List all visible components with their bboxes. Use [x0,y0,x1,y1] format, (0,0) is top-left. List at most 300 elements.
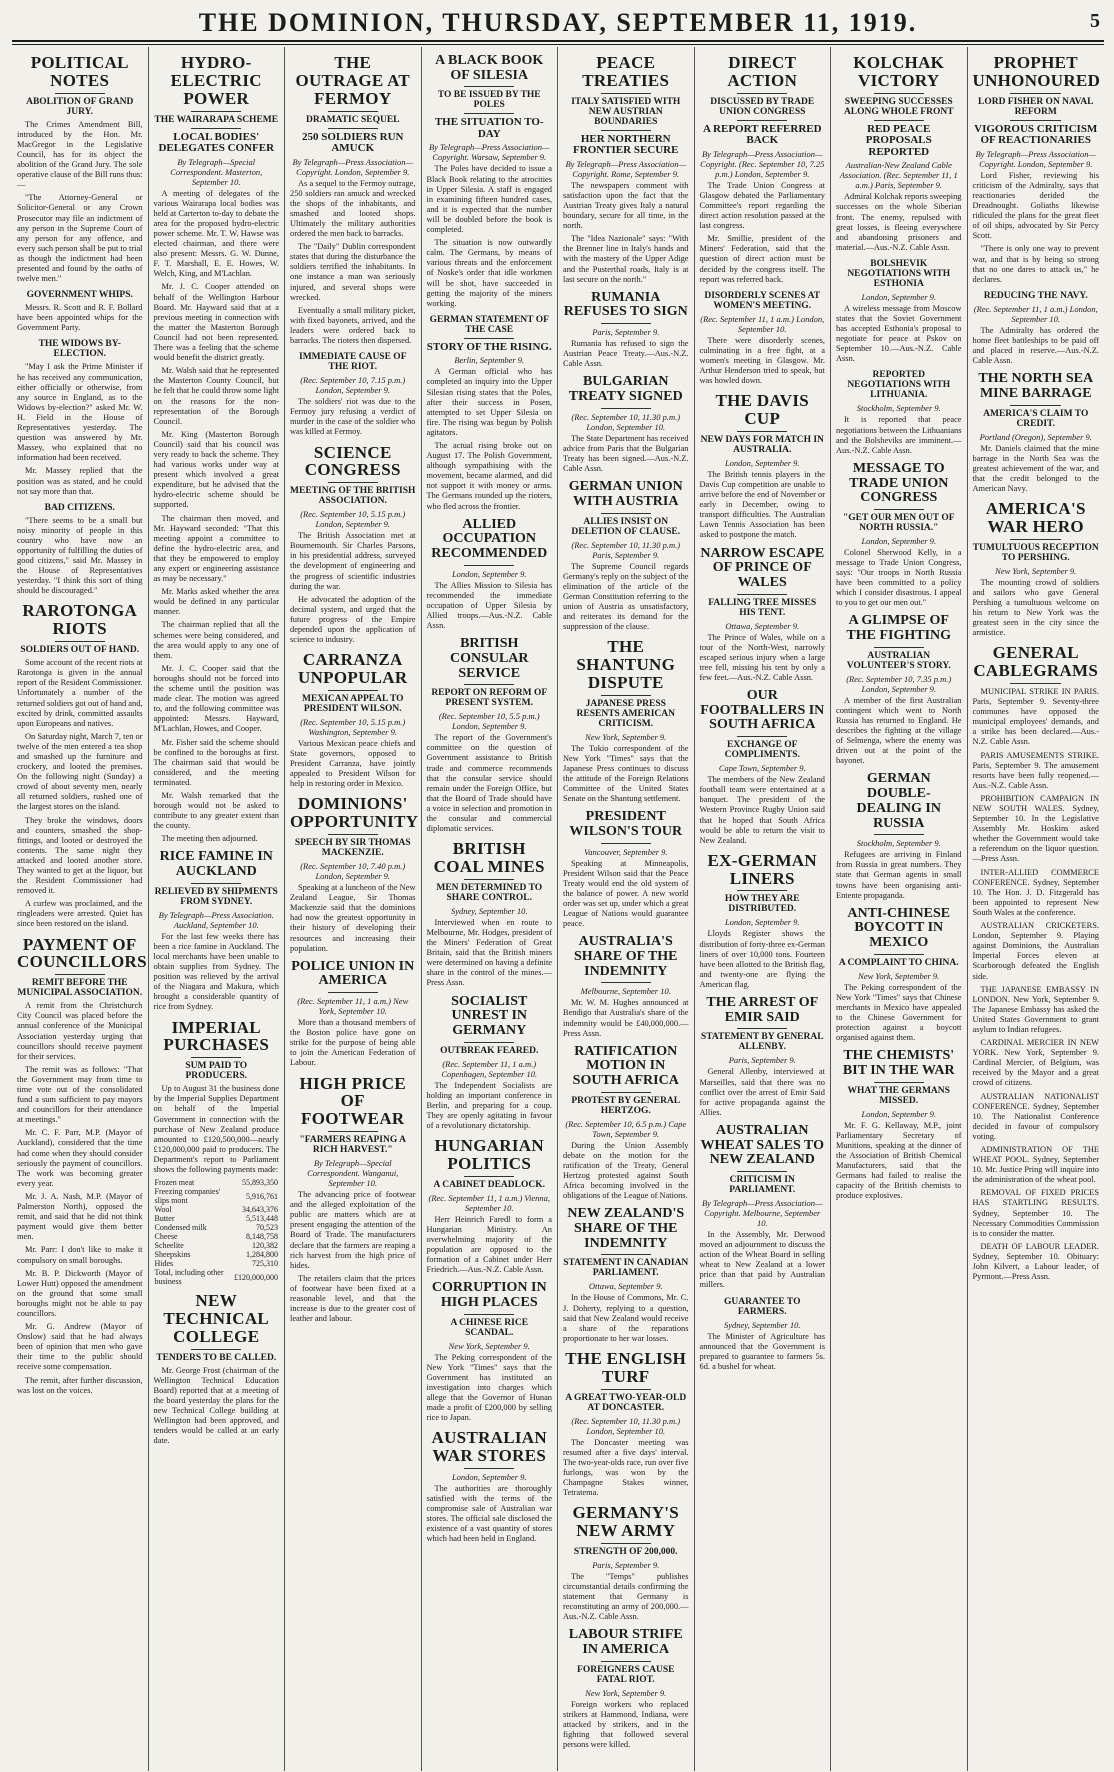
headline-rule [737,594,787,595]
article-paragraph: AUSTRALIAN NATIONALIST CONFERENCE. Sydney, September 10. The Nationalist Conference decided in favour of compulsory voting. [972,1091,1099,1141]
purchases-value: 1,284,800 [246,1250,278,1260]
column-3 [285,47,422,1771]
article-paragraph: The soldiers' riot was due to the Fermoy jury refusing a verdict of murder in the case of the soldier who was killed at Fermoy. [290,397,416,437]
article-dateline: Sydney, September 10. [724,1319,801,1330]
headline-rule [1010,539,1061,540]
article-paragraph: THE JAPANESE EMBASSY IN LONDON. New York, September 9. The Japanese Embassy has asked the United States Government to grant asylum to Indian refugees. [972,984,1099,1034]
column-6 [695,47,832,1771]
article-subheading: CRITICISM IN PARLIAMENT. [729,1174,796,1195]
article-dateline: By Telegraph—Press Association—Copyright. Rome, September 9. [565,158,687,179]
article [17,934,147,1396]
article [154,1292,280,1446]
article-subheading: REDUCING THE NAVY. [983,290,1088,301]
article [563,1628,689,1750]
article-headline: NEW TECHNICAL COLLEGE [163,1291,270,1346]
article-paragraph: The situation is now outwardly calm. The Germans, by means of various threats and the enforcement of Noske's order that idle workmen will be shot, have succeeded in getting the majority of the miners working. [426,238,552,308]
headline-rule [601,408,651,409]
article-paragraph: In the House of Commons, Mr. C. J. Doherty, replying to a question, said that New Zealand would receive a share of the reparations proportionate to her war losses. [563,1293,689,1343]
article-subheading: ALLIES INSIST ON DELETION OF CLAUSE. [571,516,681,537]
headline-rule [737,1171,787,1172]
article-paragraph: "The Attorney-General or Solicitor-General or any Crown Prosecutor may file an indictment of any person in the Supreme Court of any person for any offence, and every such person shall be put to trial as though the indictment had been presented and found by the oaths of twelve men." [17,193,143,284]
article-subheading: DISCUSSED BY TRADE UNION CONGRESS [710,96,815,117]
subheading-rule [737,120,787,121]
article [427,315,553,512]
article-subheading: ABOLITION OF GRAND JURY. [26,96,134,117]
article-paragraph: The Trade Union Congress at Glasgow debated the Parliamentary Committee's report regarding the direct action resolution passed at the last congress. [699,180,825,231]
purchases-item: Butter [154,1214,175,1224]
article-headline: RATIFICATION MOTION IN SOUTH AFRICA [572,1043,679,1089]
article-subheading: BOLSHEVIK NEGOTIATIONS WITH ESTHONIA [847,258,951,289]
headline-rule [1010,683,1061,684]
article-subheading: GOVERNMENT WHIPS. [26,290,133,301]
article-paragraph: Lloyds Register shows the distribution of forty-three ex-German liners of over 10,000 tons. Fourteen have been allotted to the British flag, and twenty-one are flying the American flag. [699,929,825,989]
article-dateline: (Rec. September 10, 5.15 p.m.) London, September 9. [300,509,406,530]
article-paragraph: The newspapers comment with satisfaction upon the fact that the Austrian Treaty gives Italy a natural boundary, secure for all time, in the north. [563,180,689,231]
article-headline: KOLCHAK VICTORY [853,53,945,90]
article-paragraph: PROHIBITION CAMPAIGN IN NEW SOUTH WALES. Sydney, September 10. In the Legislative Assembly Mr. Hoskins asked whether the Government would take a referendum on the liquor question.—Press Assn. [972,793,1099,864]
article [427,1137,553,1275]
article-headline: THE OUTRAGE AT FERMOY [295,53,411,108]
article-paragraph: The British tennis players in the Davis Cup competition are unable to arrive before the end of November or early in December, owing to transport difficulties. The Australian Lawn Tennis Association has been asked to postpone the match. [699,469,825,540]
article-paragraph: The Allies Mission to Silesia has recommended the immediate occupation of Upper Silesia by Allied troops.—Aus.-N.Z. Cable Assn. [426,580,552,631]
article-paragraph: Rumania has refused to sign the Austrian Peace Treaty.—Aus.-N.Z. Cable Assn. [563,339,689,369]
article-dateline: By Telegraph—Special Correspondent. Masterton, September 10. [170,156,263,187]
article-paragraph: The "Idea Nazionale" says: "With the Brenner line in Italy's hands and with the mastery of the Upper Adige and the Pusterthal roads, Italy is at last secure on the north." [563,234,689,284]
column-1 [12,47,149,1771]
article-headline: AUSTRALIAN WHEAT SALES TO NEW ZEALAND [700,1122,824,1168]
article-subheading: SWEEPING SUCCESSES ALONG WHOLE FRONT [843,96,954,117]
article-headline: THE SHANTUNG DISPUTE [576,637,676,692]
article-subheading: PROTEST BY GENERAL HERTZOG. [571,1095,681,1116]
article-dateline: (Rec. September 10, 7.35 p.m.) London, September 9. [846,673,952,694]
subheading-rule [464,338,514,339]
purchases-value: 8,148,758 [246,1232,278,1242]
article-headline: RUMANIA REFUSES TO SIGN [563,289,688,320]
headline-rule [328,111,378,112]
article-dateline: (Rec. September 10, 11.30 p.m.) London, September 10. [571,411,681,432]
article [973,372,1100,494]
purchases-row [154,1205,280,1214]
article-headline: RAROTONGA RIOTS [22,601,138,639]
article-dateline: (Rec. September 10, 7.40 p.m.) London, September 9. [300,861,406,882]
headline-rule [55,974,105,975]
article-paragraph: Speaking at Minneapolis, President Wilson said that the Peace Treaty would end the old system of the balance of power. A new world order was set up, under which a great League of Nations would guarantee peace. [563,858,689,929]
subheading-rule [191,128,241,129]
article-paragraph: "There is only one way to prevent war, and that is by being so strong that no one dares to attack us," he declares. [972,244,1099,284]
purchases-table [154,1178,280,1286]
headline-rule [191,883,241,884]
article-headline: GERMANY'S NEW ARMY [572,1503,680,1540]
article [563,638,689,804]
article-paragraph: The "Daily" Dublin correspondent states that during the disturbance the soldiers terrified the inhabitants. In one instance a man was seriously injured, and several shops were wrecked. [290,242,416,302]
article [836,370,962,455]
article-subheading: STRENGTH OF 200,000. [573,1546,678,1557]
article-dateline: By Telegraph—Press Association. Auckland, September 10. [158,909,274,930]
article-subheading-secondary: RED PEACE PROPOSALS REPORTED [865,122,932,158]
article-paragraph: DEATH OF LABOUR LEADER. Sydney, September 10. Obituary: John Kilvert, a Labour leader, of Pyrmont.—Press Assn. [972,1241,1099,1282]
article-subheading: FALLING TREE MISSES HIS TENT. [708,597,817,618]
article-dateline: London, September 9. [861,1108,937,1119]
article-paragraph: Mr. J. C. Cooper said that the boroughs should not be forced into the scheme until the position was made clear. The motion was agreed to, and the following committee was appointed: Messrs. Hayward, M'Lachlan, Howes, and Cooper. [153,663,279,734]
purchases-item: Freezing companies' slips mont [154,1187,221,1206]
article-paragraph: Mr. F. G. Kellaway, M.P., joint Parliamentary Secretary of Munitions, speaking at the dinner of the Association of British Chemical Manufacturers, said that the Germans had failed to realise the capacity of the British chemists to produce explosives. [836,1120,962,1201]
article [973,500,1100,638]
article [563,54,689,285]
article-headline: A GLIMPSE OF THE FIGHTING [846,613,952,644]
purchases-row [154,1214,280,1223]
article-paragraph: The chairman then moved, and Mr. Hayward seconded: "That this meeting appoint a committee to define the hydro-electric area, and that they be empowered to employ any expert or engineering assistance as may be necessary." [153,513,279,584]
article-paragraph: The Minister of Agriculture has announced that the Government is prepared to guarantee to farmers 5s. 6d. a bushel for wheat. [699,1331,825,1371]
article-dateline: (Rec. September 11, 1 a.m.) Copenhagen, September 10. [441,1058,538,1079]
article [563,935,689,1038]
article-paragraph: The remit was as follows: "That the Government may from time to time vote out of the consolidated fund a sum sufficient to pay mayors and councillors for their attendance at meetings." [17,1064,143,1125]
purchases-value: 34,643,376 [242,1205,278,1215]
article-subheading-secondary: STORY OF THE RISING. [426,340,552,353]
article-paragraph: In the Assembly, Mr. Derwood moved an adjournment to discuss the action of the Wheat Board in selling wheat to New Zealand at a lower price than that paid by Australian millers. [699,1229,825,1290]
article [17,54,143,284]
article-paragraph: A meeting of delegates of the various Wairarapa local bodies was held at Carterton to-day to debate the area for the proposed hydro-electric power scheme. Mr. T. W. Hawse was elected chairman, and there were also present: Messrs. G. W. Dunne, F. T. Marshall, E. E. Howes, W. Welch, King, and M'Lachlan. [153,188,279,279]
article [563,810,689,929]
article-paragraph: On Saturday night, March 7, ten or twelve of the men entered a tea shop and smashed up the furniture and crockery, and looted the premises. On the following night (Sunday) a crowd of about seventy men, nearly all returned soldiers, rushed one of the largest stores on the island. [17,731,143,812]
headline-rule [737,431,787,432]
article-dateline: New York, September 9. [448,1340,530,1351]
article-headline: PRESIDENT WILSON'S TOUR [569,809,683,839]
article-headline: ANTI-CHINESE BOYCOTT IN MEXICO [847,905,951,951]
article-headline: CORRUPTION IN HIGH PLACES [431,1280,547,1310]
article-paragraph: Lord Fisher, reviewing his criticism of the Admiralty, says that reactionaries derided the Dreadnought. Goliaths likewise ridiculed the plans for the great fleet of oil ships, advocated by Sir Percy Scott. [972,170,1099,241]
purchases-value: 120,382 [252,1241,278,1251]
headline-rule [328,1131,378,1132]
article [290,960,416,1069]
article-paragraph: Mr. Fisher said the scheme should be confined to the boroughs at first. The chairman said that would be considered, and the meeting terminated. [153,737,279,787]
article-subheading-secondary: LOCAL BODIES' DELEGATES CONFER [158,130,275,155]
article-dateline: Stockholm, September 9. [856,403,941,414]
article-subheading-secondary: 250 SOLDIERS RUN AMUCK [302,130,404,155]
article-paragraph: A remit from the Christchurch City Council was placed before the annual conference of the Municipal Association yesterday urging that councillors should receive payment for their services. [17,1001,143,1061]
article-paragraph: Mr. G. Andrew (Mayor of Onslow) said that he had always been of opinion that men who gave their time to the public should receive some compensation. [17,1322,143,1372]
article-paragraph: Mr. C. F. Parr, M.P. (Mayor of Auckland), considered that the time had come when they should consider seriously the payment of councillors. The work was becoming greater every year. [17,1128,143,1188]
article-paragraph: The State Department has received advice from Paris that the Bulgarian Treaty has been signed.—Aus.-N.Z. Cable Assn. [563,433,689,474]
article-paragraph: The Admiralty has ordered the home fleet battleships to be paid off and placed in reserve.—Aus.-N.Z. Cable Assn. [972,325,1099,366]
article-subheading: STATEMENT BY GENERAL ALLENBY. [700,1032,824,1053]
article-subheading: SPEECH BY SIR THOMAS MACKENZIE. [294,838,411,859]
article-paragraph: Mr. Marks asked whether the area would be defined in any particular manner. [153,587,279,617]
article-subheading: SOLDIERS OUT OF HAND. [20,645,140,656]
article-paragraph: The report of the Government's committee on the question of Government assistance to British trade and commerce recommends that the consular service should remain under the Foreign Office, but that the Board of Trade should have a voice in selection and promotion in the consular and commercial diplomatic services. [426,733,552,834]
headline-rule [328,482,378,483]
article-subheading: REMIT BEFORE THE MUNICIPAL ASSOCIATION. [17,978,143,999]
article-paragraph: Various Mexican peace chiefs and State governors, opposed to President Carranza, have jointly appealed to President Wilson for help in restoring order in Mexico. [290,738,416,789]
article-headline: NEW ZEALAND'S SHARE OF THE INDEMNITY [567,1206,685,1251]
article [973,644,1100,1282]
article-paragraph: The authorities are thoroughly satisfied with the terms of the compromise sale of Australian war stores. The official sale disclosed the existence of a vast quantity of stores which had been held in England. [426,1484,552,1544]
article-headline: PROPHET UNHONOURED [972,53,1101,90]
article-dateline: (Rec. September 11, 1 a.m.) London, September 10. [973,303,1098,324]
article-headline: BRITISH COAL MINES [433,839,545,877]
article-paragraph: Mr. Parr: I don't like to make it compulsory on small boroughs. [17,1245,143,1265]
headline-rule [464,1314,514,1315]
article-paragraph: Mr. J. A. Nash, M.P. (Mayor of Palmerston North), opposed the remit, and said that he did not think payment would give them better men. [17,1191,143,1242]
article [700,392,826,540]
article-headline: SOCIALIST UNREST IN GERMANY [451,993,528,1038]
masthead-title: THE DOMINION, THURSDAY, SEPTEMBER 11, 1919. [198,8,918,37]
article-paragraph: ADMINISTRATION OF THE WHEAT POOL. Sydney, September 10. Mr. Justice Pring will inquire into the administration of the wheat pool. [972,1145,1099,1185]
article-paragraph: The Crimes Amendment Bill, introduced by the Hon. Mr. MacGregor in the Legislative Council, has for its object the abolition of the Grand Jury. The sole operative clause of the Bill runs thus:— [17,119,143,190]
article-paragraph: A wireless message from Moscow states that the Soviet Government has accepted Esthonia's proposal to negotiate for peace at Pskov on September 10.—Aus.-N.Z. Cable Assn. [836,303,962,364]
article-paragraph: Interviewed when en route to Melbourne, Mr. Hodges, president of the Miners' Federation of Great Britain, said that the British miners were determined on having a definite share in the control of the mines.—Press Assn. [426,917,552,988]
article-paragraph: Up to August 31 the business done by the Imperial Supplies Department on behalf of the Imperial Government in connection with the purchase of New Zealand produce amounted to £120,500,000—nearly £120,000,000 paid to producers. The Department's report to Parliament shows the following payments made: [153,1084,279,1174]
article-paragraph: Mr. W. M. Hughes announced at Bendigo that Australia's share of the indemnity would be £40,000,000.—Press Assn. [563,998,689,1038]
article-dateline: Portland (Oregon), September 9. [979,431,1092,442]
headline-rule [191,1057,241,1058]
article-subheading: STATEMENT IN CANADIAN PARLIAMENT. [563,1258,689,1279]
article-headline: RICE FAMINE IN AUCKLAND [159,849,273,880]
article [700,1297,826,1372]
article-headline: EX-GERMAN LINERS [707,850,817,888]
article-headline: CARRANZA UNPOPULAR [298,650,408,688]
article [836,462,962,609]
headline-rule [874,954,924,955]
article-headline: A BLACK BOOK OF SILESIA [435,53,544,83]
headline-rule [874,647,924,648]
purchases-total-value: £120,000,000 [234,1272,278,1282]
article [290,651,416,789]
article-dateline: (Rec. September 10, 6.5 p.m.) Cape Town, September 9. [565,1118,687,1139]
article-subheading-secondary: VIGOROUS CRITICISM OF REACTIONARIES [974,122,1098,147]
headline-rule [464,565,514,566]
article-headline: POLICE UNION IN AMERICA [291,958,415,989]
article-paragraph: The members of the New Zealand football team were entertained at a banquet. The president of the Western Province Rugby Union said that he hoped that South Africa would be able to return the visit to New Zealand. [699,775,825,845]
article [290,444,416,646]
headline-rule [328,834,378,835]
article [290,794,419,953]
article-paragraph: Colonel Sherwood Kelly, in a message to Trade Union Congress, says: "Our troops in North Russia have been committed to a policy which I consider disastrous. I appeal to you to get our men out." [836,547,962,608]
article [700,547,826,684]
article [154,850,280,1012]
article-paragraph: PARIS AMUSEMENTS STRIKE. Paris, September 9. The amusement resorts have been fully reopened.—Aus.-N.Z. Cable Assn. [972,750,1099,790]
article-headline: AMERICA'S WAR HERO [985,499,1086,536]
headline-rule [55,93,105,94]
article [700,54,826,285]
article-subheading: MEXICAN APPEAL TO PRESIDENT WILSON. [301,693,404,714]
article [836,1049,962,1201]
article-paragraph: The chairman replied that all the schemes were being considered, and the area would apply to any one of them. [153,620,279,660]
article-subheading: "FARMERS REAPING A RICH HARVEST." [299,1135,406,1156]
article-dateline: Cape Town, September 9. [718,763,806,774]
article-paragraph: Mr. George Frost (chairman of the Wellington Technical Education Board) reported that at a meeting of the board yesterday the plans for the new Technical College building at Wellington had been approved, and tenders would be called at an early date. [153,1365,279,1446]
article [836,54,962,253]
article-subheading: THE WAIRARAPA SCHEME [154,114,279,125]
article-dateline: Berlin, September 9. [454,355,525,366]
article-headline: THE DAVIS CUP [715,391,810,429]
article-dateline: New York, September 9. [585,731,667,742]
masthead [12,6,1104,42]
headline-rule [464,1468,514,1469]
headline-rule [601,982,651,983]
article-dateline: London, September 9. [724,917,800,928]
article-headline: GERMAN DOUBLE-DEALING IN RUSSIA [856,771,941,831]
article-paragraph: Eventually a small military picket, with fixed bayonets, arrived, and the leaders were ordered back to barracks. The rioters then dispersed. [290,305,416,346]
article [563,1350,689,1498]
article-headline: AUSTRALIAN WAR STORES [431,1428,547,1466]
article-paragraph: Foreign workers who replaced strikers at Hammond, Indiana, were attacked by strikers, and in the fighting that followed several persons were killed. [563,1699,689,1750]
purchases-item: Condensed milk [154,1223,207,1233]
article [154,1019,280,1287]
article-paragraph: The British Association met at Bournemouth. Sir Charles Parsons, in his presidential address, surveyed the development of engineering and the progress of scientific industries during the war. [290,531,416,591]
article-dateline: Paris, September 9. [728,1055,796,1066]
article [427,1429,553,1544]
article [17,339,143,496]
purchases-item: Cheese [154,1232,178,1242]
article [563,375,689,474]
article-subheading: IMMEDIATE CAUSE OF THE RIOT. [299,352,407,373]
article-subheading: GERMAN STATEMENT OF THE CASE [429,314,549,335]
article-dateline: (Rec. September 10, 5.15 p.m.) Washington, September 9. [300,716,406,737]
article-dateline: Stockholm, September 9. [856,838,941,849]
article [290,1075,416,1325]
article-paragraph: General Allenby, interviewed at Marseilles, said that there was no conflict over the arrest of Emir Said for active propaganda against the Allies. [699,1067,825,1117]
article-dateline: Melbourne, September 10. [580,986,671,997]
purchases-item: Sheepskins [154,1250,191,1260]
article-headline: HYDRO-ELECTRIC POWER [170,53,262,108]
article-headline: MESSAGE TO TRADE UNION CONGRESS [849,460,949,506]
article [427,840,553,988]
article-headline: OUR FOOTBALLERS IN SOUTH AFRICA [700,688,825,733]
article [836,614,962,766]
article-headline: THE CHEMISTS' BIT IN THE WAR [842,1048,955,1079]
article-paragraph: The advancing price of footwear and the alleged exploitation of the public are matters which are at present engaging the attention of the Board of Trade. The manufacturers declare that the farmers are reaping a rich harvest from the high price of hides. [290,1190,416,1270]
article-paragraph: More than a thousand members of the Boston police have gone on strike for the purpose of being able to join the American Federation of Labour. [290,1018,416,1068]
article-paragraph: As a sequel to the Fermoy outrage, 250 soldiers ran amuck and wrecked the shops of the inhabitants, and smashed and looted shops. Ultimately the military authorities ordered the men back to barracks. [290,178,416,239]
article-paragraph: AUSTRALIAN CRICKETERS. London, September 9. Playing against Dominions, the Australian Imperial Forces eleven at Scarborough defeated the English side. [972,921,1099,981]
article-headline: IMPERIAL PURCHASES [163,1017,270,1055]
headline-rule [737,93,787,94]
article-dateline: Vancouver, September 9. [583,846,668,857]
headline-rule [601,1092,651,1093]
purchases-item: Frozen meat [154,1178,195,1188]
article-subheading: ITALY SATISFIED WITH NEW AUSTRIAN BOUNDARIES [571,96,681,127]
headline-rule [464,684,514,685]
article-headline: NARROW ESCAPE OF PRINCE OF WALES [700,545,825,590]
headline-rule [874,509,924,510]
article-subheading: REPORT ON REFORM OF PRESENT SYSTEM. [431,688,548,709]
purchases-row [154,1250,280,1259]
article-dateline: (Rec. September 10, 11.30 p.m.) Paris, September 9. [571,539,681,560]
headline-rule [601,695,651,696]
subheading-rule [601,130,651,131]
headline-rule [601,1254,651,1255]
article-headline: GERMAN UNION WITH AUSTRIA [568,479,683,509]
article-subheading: HOW THEY ARE DISTRIBUTED. [724,894,800,915]
article [17,602,143,929]
article-paragraph: The Tokio correspondent of the New York "Times" says that the Japanese Press continues to discuss the attitude of the Foreign Relations Committee of the United States Senate on the Shantung settlement. [563,743,689,804]
article-headline: GENERAL CABLEGRAMS [973,643,1099,681]
article-dateline: Sydney, September 10. [451,905,528,916]
headline-rule [464,86,514,87]
headline-rule [874,1082,924,1083]
article [563,1207,689,1344]
article-paragraph: The Prince of Wales, while on a tour of the North-West, narrowly escaped serious injury when a large tree fell, missing his tent by only a few feet.—Aus.-N.Z. Cable Assn. [699,632,825,682]
article [17,290,143,333]
headline-rule [601,1389,651,1390]
article [427,637,553,834]
article-headline: LABOUR STRIFE IN AMERICA [568,1627,683,1657]
article-dateline: (Rec. September 11, 1 a.m.) Vienna, September 10. [428,1192,550,1213]
article-paragraph: The Independent Socialists are holding an important conference in Berlin, and preparing for a coup. They are openly agitating in favour of a revolutionary dictatorship. [426,1080,552,1130]
article [836,772,962,900]
article-subheading: TUMULTUOUS RECEPTION TO PERSHING. [972,542,1099,563]
article-paragraph: Some account of the recent riots at Rarotonga is given in the annual report of the Resident Commissioner. Unfortunately a number of the returned soldiers got out of hand and, excited by drink, committed assaults upon Europeans and natives. [17,658,143,728]
article [154,54,280,844]
article-dateline: Paris, September 9. [592,327,660,338]
article-dateline: By Telegraph—Press Association—Copyright. Melbourne, September 10. [701,1197,823,1228]
masthead-rule [12,44,1104,45]
article [700,689,826,846]
article-paragraph: Mr. Walsh remarked that the borough would not be asked to contribute to any greater extent than the county. [153,790,279,831]
article-paragraph: The retailers claim that the prices of footwear have been fixed at a reasonable level, and that the increase is due to the greater cost of leather and labour. [290,1273,416,1324]
article-subheading: RELIEVED BY SHIPMENTS FROM SYDNEY. [154,886,278,907]
article-paragraph: MUNICIPAL STRIKE IN PARIS. Paris, September 9. Seventy-three communes have opposed the municipal employees' demands, and a strike has been declared.—Aus.-N.Z. Cable Assn. [972,686,1099,747]
article-dateline: By Telegraph—Press Association—Copyright. London, September 9. [292,156,414,177]
article [700,852,826,990]
article-paragraph: Mr. Walsh said that he represented the Masterton County Council, but he felt that he could throw some light on the reasons for the non-representation of the Borough Council. [153,366,279,426]
article-paragraph: "May I ask the Prime Minister if he has received any communication, either officially or otherwise, from any source in England, as to the Widows by-election?" asked Mr. W. H. Field in the House of Representatives yesterday. The question was answered by Mr. Massey, who explained that no information had been received. [17,362,143,463]
purchases-value: 55,893,350 [242,1178,278,1188]
article-subheading: TO BE ISSUED BY THE POLES [437,90,541,111]
article-paragraph: Herr Heinrich Faredl to form a Hungarian Ministry. An overwhelming majority of the population are opposed to the formation of a Cabinet under Herr Friedrich.—Aus.-N.Z. Cable Assn. [426,1214,552,1275]
article-subheading-secondary: HER NORTHERN FRONTIER SECURE [573,132,679,157]
article-dateline: (Rec. September 10, 11.30 p.m.) London, September 10. [571,1415,681,1436]
article-paragraph: REMOVAL OF FIXED PRICES HAS STARTLING RESULTS. Sydney, September 10. The Necessary Commodities Commission is to consider the matter. [972,1188,1099,1238]
article-dateline: (Rec. September 10, 7.15 p.m.) London, September 9. [300,375,406,396]
article-dateline: London, September 9. [724,457,800,468]
article-subheading: "GET OUR MEN OUT OF NORTH RUSSIA." [842,512,955,533]
article-headline: HUNGARIAN POLITICS [434,1136,544,1173]
page-number: 5 [1090,10,1100,32]
article-subheading: MEN DETERMINED TO SHARE CONTROL. [436,882,543,903]
article-subheading: SUM PAID TO PRODUCERS. [185,1061,248,1082]
article-subheading: A CHINESE RICE SCANDAL. [450,1317,529,1338]
article-paragraph: The actual rising broke out on August 17. The Polish Government, although sympathising with the movement, became alarmed, and did not support it with money or arms. The Germans rounded up the rioters, who fled across the frontier. [426,440,552,511]
article-paragraph: The Supreme Council regards Germany's reply on the subject of the elimination of the article of the German Constitution referring to the union of Austria as unsatisfactory, and reiterates its demand for the suppression of the clause. [563,561,689,632]
purchases-value: 5,513,448 [246,1214,278,1224]
article-dateline: London, September 9. [451,568,527,579]
headline-rule [737,736,787,737]
article [700,996,826,1118]
article-paragraph: Refugees are arriving in Finland from Russia in great numbers. They state that German agents in small towns have been organising anti-Entente propaganda. [836,850,962,900]
headline-rule [328,992,378,993]
article-headline: PEACE TREATIES [582,53,670,90]
article-subheading: AUSTRALIAN VOLUNTEER'S STORY. [846,650,951,671]
headline-rule [1010,93,1061,94]
article-paragraph: Mr. Daniels claimed that the mine barrage in the North Sea was the greatest achievement of the war, and that the credit belonged to the American Navy. [972,443,1099,493]
purchases-value: 725,310 [252,1259,278,1269]
article-headline: THE NORTH SEA MINE BARRAGE [978,371,1094,401]
article-dateline: New York, September 9. [585,1687,667,1698]
article-headline: HIGH PRICE OF FOOTWEAR [299,1073,406,1129]
article-paragraph: It is reported that peace negotiations between the Lithuanians and the Bolsheviks are imminent.—Aus.-N.Z. Cable Assn. [836,415,962,455]
article-subheading: GUARANTEE TO FARMERS. [724,1296,801,1317]
article-paragraph: The Peking correspondent of the New York "Times" says that the Government has instituted an investigation into charges which allege that the Governor of Hunan made a profit of £200,000 by selling rice to Japan. [426,1352,552,1423]
article-paragraph: He advocated the adoption of the decimal system, and urged that the future progress of the Empire depended upon the application of science to industry. [290,594,416,645]
article-headline: AUSTRALIA'S SHARE OF THE INDEMNITY [574,934,678,979]
article-subheading: EXCHANGE OF COMPLIMENTS. [724,740,800,761]
article-paragraph: CARDINAL MERCIER IN NEW YORK. New York, September 9. Cardinal Mercier, of Belgium, was received by the Mayor and a great crowd of citizens. [972,1038,1099,1088]
article-headline: PAYMENT OF COUNCILLORS [17,934,147,972]
article [700,1124,826,1291]
headline-rule [601,843,651,844]
article-paragraph: A curfew was proclaimed, and the ringleaders were arrested. Quiet has since been restored on the island. [17,899,143,929]
